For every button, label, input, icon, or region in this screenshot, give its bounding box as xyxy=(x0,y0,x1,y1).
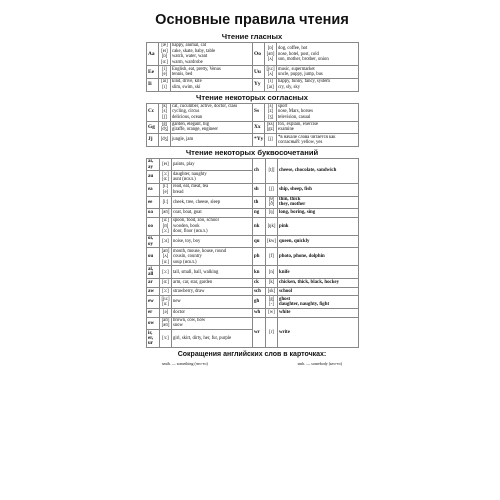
combination-cell: sch xyxy=(253,287,266,296)
combination-cell: ew xyxy=(147,296,160,309)
transcription-cell xyxy=(160,217,172,235)
examples-cell-line: delicious, ocean xyxy=(172,114,203,120)
transcription-cell-line: [ɒ] xyxy=(267,46,274,52)
examples-cell-line: cat, cucumber, active, doctor, class xyxy=(172,103,238,109)
section-heading-consonants: Чтение некоторых согласных xyxy=(196,92,308,102)
combination-cell: al, all xyxy=(147,266,160,279)
transcription-cell-line: [aɪ] xyxy=(267,84,274,90)
letter-cell: Uu xyxy=(253,66,265,79)
examples-cell xyxy=(278,266,359,279)
examples-cell xyxy=(278,248,359,266)
transcription-cell xyxy=(266,266,278,279)
examples-cell-line: daughter, naughty, fight xyxy=(279,302,330,308)
transcription-cell-line: [u:] xyxy=(162,302,169,308)
transcription-cell xyxy=(265,43,277,66)
examples-cell xyxy=(172,279,253,288)
transcription-cell-line: [θ] xyxy=(268,196,275,202)
examples-cell-line: cry, sly, sky xyxy=(278,84,301,90)
transcription-cell xyxy=(266,287,278,296)
letter-cell: Oo xyxy=(253,43,265,66)
transcription-cell-line: [j] xyxy=(268,137,273,143)
examples-cell xyxy=(172,158,253,171)
combination-cell: gh xyxy=(253,296,266,309)
transcription-cell xyxy=(160,317,172,330)
examples-cell xyxy=(172,287,253,296)
examples-cell-line: noise, toy, boy xyxy=(173,238,201,244)
examples-cell-line: doctor xyxy=(173,310,185,316)
examples-cell-line: watch, water, want xyxy=(172,54,208,60)
table-row xyxy=(147,66,359,79)
transcription-cell xyxy=(160,171,172,184)
examples-cell-line: nose, hotel, post, cold xyxy=(278,51,319,57)
vowels-table xyxy=(146,42,359,92)
examples-cell-line: long, boring, sing xyxy=(279,210,316,216)
examples-cell xyxy=(278,296,359,309)
examples-cell xyxy=(278,235,359,248)
table-row xyxy=(147,308,359,317)
transcription-cell xyxy=(266,235,278,248)
transcription-cell xyxy=(160,279,172,288)
letter-cell: Jj xyxy=(147,134,159,147)
examples-cell xyxy=(278,217,359,235)
examples-cell xyxy=(172,171,253,184)
examples-cell xyxy=(277,121,359,134)
examples-cell-line: queen, quickly xyxy=(279,238,310,244)
combination-cell: ch xyxy=(253,158,266,183)
combination-cell: wh xyxy=(253,308,266,317)
examples-cell-line: warm, wardrobe xyxy=(172,59,203,65)
transcription-cell xyxy=(159,79,171,92)
abbreviations-list xyxy=(146,360,358,367)
examples-cell xyxy=(172,296,253,309)
examples-cell-line: fox, explain, exercise xyxy=(278,121,319,127)
transcription-cell xyxy=(160,196,172,209)
transcription-cell xyxy=(265,121,277,134)
examples-cell-line: soup (искл.) xyxy=(173,259,197,265)
transcription-cell-line: [e] xyxy=(162,189,169,195)
examples-cell-line: cousin, country xyxy=(173,254,202,260)
combination-cell: ea xyxy=(147,183,160,196)
table-row xyxy=(147,317,359,330)
examples-cell xyxy=(172,266,253,279)
letter-cell: Ss xyxy=(253,103,265,121)
transcription-cell-line: [e] xyxy=(161,72,168,78)
examples-cell-line: white xyxy=(279,310,291,316)
transcription-cell-line: [ʌ] xyxy=(267,72,274,78)
table-row xyxy=(147,248,359,266)
examples-cell xyxy=(278,279,359,288)
table-row xyxy=(147,103,359,121)
transcription-cell-line: [əʊ] xyxy=(161,210,170,216)
letter-cell: *Yy xyxy=(253,134,265,147)
examples-cell xyxy=(172,308,253,317)
transcription-cell-line: [s] xyxy=(268,103,273,109)
transcription-cell-line: [i] xyxy=(162,66,167,72)
combination-cell: ai, ay xyxy=(147,158,160,171)
page-title: Основные правила чтения xyxy=(155,12,349,28)
table-row xyxy=(147,183,359,196)
examples-cell-line: happy, funny, fancy, system xyxy=(278,79,330,85)
examples-cell xyxy=(172,248,253,266)
examples-cell-line: kind, drive, kite xyxy=(172,79,202,85)
consonants-table xyxy=(146,103,359,147)
examples-cell-line: read, eat, meat, tea xyxy=(173,184,209,190)
transcription-cell xyxy=(265,79,277,92)
examples-cell-line: cycling, circus xyxy=(172,109,200,115)
examples-cell xyxy=(171,103,253,121)
abbreviations-heading: Сокращения английских слов в карточках: xyxy=(177,351,327,359)
examples-cell xyxy=(172,235,253,248)
transcription-cell xyxy=(160,235,172,248)
examples-cell xyxy=(172,317,253,330)
transcription-cell xyxy=(159,121,171,134)
examples-cell-line: son, mother, brother, onion xyxy=(278,56,329,62)
transcription-cell-line: [ɔ:] xyxy=(162,269,169,275)
examples-cell-line: cheese, chocolate, sandwich xyxy=(279,168,337,174)
examples-cell xyxy=(171,121,253,134)
transcription-cell-line: [i] xyxy=(268,79,273,85)
combination-cell: ou xyxy=(147,248,160,266)
examples-cell-line: photo, phone, dolphin xyxy=(279,254,325,260)
transcription-cell xyxy=(266,183,278,196)
transcription-cell-line: [ə] xyxy=(162,310,169,316)
examples-cell-line: girl, skirt, dirty, her, fur, purple xyxy=(173,336,232,342)
letter-cell: Aa xyxy=(147,43,159,66)
transcription-cell-line: [kw] xyxy=(267,238,276,244)
transcription-cell-line: [g] xyxy=(268,296,275,302)
examples-cell-line: uncle, puppy, jump, bus xyxy=(278,72,323,78)
transcription-cell-line: [eɪ] xyxy=(161,48,168,54)
transcription-cell-line: [ɪ] xyxy=(162,84,167,90)
examples-cell-line: pink xyxy=(279,223,289,229)
transcription-cell xyxy=(160,266,172,279)
combination-cell: kn xyxy=(253,266,266,279)
examples-cell xyxy=(172,330,253,348)
examples-cell xyxy=(171,79,253,92)
transcription-cell-line: [ʃ] xyxy=(269,187,274,193)
examples-cell xyxy=(172,196,253,209)
combination-cell: sh xyxy=(253,183,266,196)
transcription-cell-line: [f] xyxy=(269,254,274,260)
combination-cell: ee xyxy=(147,196,160,209)
examples-cell-line: daughter, naughty xyxy=(173,171,207,177)
table-row xyxy=(147,217,359,235)
reading-rules-sheet xyxy=(146,10,358,494)
examples-cell xyxy=(277,66,359,79)
examples-cell xyxy=(277,43,359,66)
transcription-cell-line: [ŋk] xyxy=(267,223,276,229)
examples-cell-line: spoon, food, zoo, school xyxy=(173,218,219,224)
examples-cell xyxy=(277,134,359,147)
transcription-cell-line: [n] xyxy=(268,269,275,275)
examples-cell xyxy=(278,183,359,196)
transcription-cell-line: [sk] xyxy=(267,288,276,294)
letter-cell: Ii xyxy=(147,79,159,92)
transcription-cell xyxy=(266,158,278,183)
transcription-cell-line: [əʊ] xyxy=(266,51,275,57)
transcription-cell-line: [r] xyxy=(269,329,274,335)
examples-cell xyxy=(278,196,359,209)
examples-cell-line: examine xyxy=(278,127,294,133)
transcription-cell-line: [u:] xyxy=(162,259,169,265)
transcription-cell-line: [i:] xyxy=(162,184,169,190)
transcription-cell xyxy=(160,287,172,296)
examples-cell-line: strawberry, draw xyxy=(173,288,205,294)
examples-cell-line: mouth, mouse, house, round xyxy=(173,248,227,254)
examples-cell-line: brown, cow, how xyxy=(173,318,206,324)
table-row xyxy=(147,279,359,288)
transcription-cell-line: [aʊ] xyxy=(161,248,170,254)
examples-cell-line: slim, swim, ski xyxy=(172,84,201,90)
letter-cell: Xx xyxy=(253,121,265,134)
section-heading-vowels: Чтение гласных xyxy=(221,32,283,41)
examples-cell-line: snow xyxy=(173,323,183,329)
table-row xyxy=(147,209,359,218)
transcription-cell xyxy=(265,66,277,79)
letter-cell: Yy xyxy=(253,79,265,92)
transcription-cell xyxy=(160,183,172,196)
table-row xyxy=(147,134,359,147)
combination-cell: ar xyxy=(147,279,160,288)
examples-cell-line: chicken, thick, black, hockey xyxy=(279,280,340,286)
examples-cell xyxy=(277,103,359,121)
transcription-cell-line: [ɔ:] xyxy=(162,229,169,235)
table-row xyxy=(147,266,359,279)
table-row xyxy=(147,235,359,248)
examples-cell-line: paints, play xyxy=(173,161,195,167)
examples-cell xyxy=(171,134,253,147)
transcription-cell xyxy=(266,317,278,348)
table-row xyxy=(147,296,359,309)
examples-cell xyxy=(278,158,359,183)
examples-cell xyxy=(172,183,253,196)
transcription-cell xyxy=(160,209,172,218)
transcription-cell xyxy=(159,66,171,79)
examples-cell-line: ship, sheep, fish xyxy=(279,187,312,193)
transcription-cell-line: [ð] xyxy=(268,202,275,208)
transcription-cell-line: [dʒ] xyxy=(160,137,169,143)
transcription-cell xyxy=(266,209,278,218)
transcription-cell xyxy=(266,296,278,309)
examples-cell-line: tennis, bed xyxy=(172,72,193,78)
examples-cell-line: ghost xyxy=(279,296,291,302)
examples-cell xyxy=(171,43,253,66)
combinations-table xyxy=(146,158,359,348)
transcription-cell xyxy=(159,134,171,147)
transcription-cell-line: [ɔ:] xyxy=(162,171,169,177)
transcription-cell xyxy=(160,158,172,171)
transcription-cell xyxy=(265,103,277,121)
transcription-cell xyxy=(266,279,278,288)
transcription-cell-line: [ʒ] xyxy=(267,114,274,120)
examples-cell-line: nose, Mars, horses xyxy=(278,109,313,115)
examples-cell-line: garden, elegant, big xyxy=(172,121,209,127)
examples-cell xyxy=(278,317,359,348)
examples-cell-line: school xyxy=(279,288,293,294)
transcription-cell-line: [gz] xyxy=(266,127,275,133)
table-row xyxy=(147,287,359,296)
combination-cell: wr xyxy=(253,317,266,348)
examples-cell-line: they, mother xyxy=(279,202,306,208)
transcription-cell-line: [ɑ:] xyxy=(162,177,169,183)
transcription-cell xyxy=(265,134,277,147)
letter-cell: Cc xyxy=(147,103,159,121)
transcription-cell-line: [ɒ] xyxy=(161,54,168,60)
examples-cell-line: arm, car, star, garden xyxy=(173,280,213,286)
transcription-cell xyxy=(160,248,172,266)
letter-cell: Gg xyxy=(147,121,159,134)
transcription-cell xyxy=(266,308,278,317)
combination-cell: qu xyxy=(253,235,266,248)
examples-cell-line: dog, coffee, hot xyxy=(278,46,308,52)
examples-cell-line: *в начале слова читается как согласный: yellow, yes xyxy=(278,134,336,145)
transcription-cell xyxy=(266,196,278,209)
transcription-cell-line: [ju:] xyxy=(161,296,170,302)
transcription-cell-line: [ʃ] xyxy=(162,114,167,120)
transcription-cell-line: [aʊ] xyxy=(161,318,170,324)
examples-cell-line: tall, small, ball, walking xyxy=(173,269,219,275)
examples-cell-line: giraffe, orange, engineer xyxy=(172,127,218,133)
examples-cell-line: English, eat, pretty, Venus xyxy=(172,66,221,72)
transcription-cell-line: [k] xyxy=(268,280,275,286)
examples-cell-line: aunt (искл.) xyxy=(173,177,196,183)
combination-cell: ph xyxy=(253,248,266,266)
section-heading-combinations: Чтение некоторых буквосочетаний xyxy=(185,147,319,157)
combination-cell: au xyxy=(147,171,160,184)
transcription-cell-line: [ʌ] xyxy=(267,56,274,62)
transcription-cell-line: [w] xyxy=(268,310,275,316)
table-row xyxy=(147,196,359,209)
transcription-cell-line: [k] xyxy=(161,103,168,109)
examples-cell-line: bread xyxy=(173,189,184,195)
combination-cell: oo xyxy=(147,217,160,235)
transcription-cell-line: [ʊ] xyxy=(162,223,169,229)
transcription-cell xyxy=(266,217,278,235)
combination-cell: aw xyxy=(147,287,160,296)
combination-cell: th xyxy=(253,196,266,209)
abbreviation-smb: smb. — somebody (кто-то) xyxy=(297,361,342,367)
transcription-cell-line: [ɜ:] xyxy=(162,336,169,342)
table-row xyxy=(147,158,359,171)
examples-cell-line: knife xyxy=(279,269,290,275)
combination-cell: ck xyxy=(253,279,266,288)
examples-cell-line: sport xyxy=(278,103,288,109)
examples-cell-line: music, supermarket xyxy=(278,66,315,72)
transcription-cell-line: [dʒ] xyxy=(160,127,169,133)
examples-cell-line: door, floor (искл.) xyxy=(173,229,208,235)
letter-cell: Ee xyxy=(147,66,159,79)
combination-cell: ng xyxy=(253,209,266,218)
transcription-cell xyxy=(266,248,278,266)
transcription-cell-line: [ɑ:] xyxy=(162,280,169,286)
examples-cell-line: write xyxy=(279,329,290,335)
combination-cell: nk xyxy=(253,217,266,235)
combination-cell: oi, oy xyxy=(147,235,160,248)
examples-cell-line: happy, animal, cat xyxy=(172,43,207,49)
table-row xyxy=(147,79,359,92)
examples-cell xyxy=(278,308,359,317)
examples-cell xyxy=(278,209,359,218)
transcription-cell xyxy=(160,308,172,317)
transcription-cell-line: [aɪ] xyxy=(161,79,168,85)
transcription-cell-line: [əʊ] xyxy=(161,323,170,329)
transcription-cell-line: [tʃ] xyxy=(268,168,275,174)
transcription-cell-line: [g] xyxy=(161,121,168,127)
examples-cell-line: jungle, jam xyxy=(172,137,194,143)
transcription-cell-line: [ŋ] xyxy=(268,210,275,216)
examples-cell xyxy=(172,217,253,235)
examples-cell-line: cheek, tree, cheese, sleep xyxy=(173,199,221,205)
examples-cell xyxy=(278,287,359,296)
examples-cell-line: coat, boat, goat xyxy=(173,210,202,216)
transcription-cell xyxy=(159,43,171,66)
transcription-cell-line: [ju:] xyxy=(266,66,275,72)
transcription-cell-line: [i:] xyxy=(162,199,169,205)
examples-cell-line: cake, skate, baby, table xyxy=(172,48,216,54)
combination-cell: ow xyxy=(147,317,160,330)
transcription-cell-line: [ɑ:] xyxy=(161,59,168,65)
transcription-cell-line: [-] xyxy=(269,302,274,308)
examples-cell-line: wooden, book xyxy=(173,223,200,229)
combination-cell: ir, er, ur xyxy=(147,330,160,348)
table-row xyxy=(147,121,359,134)
transcription-cell-line: [ɔ:] xyxy=(162,288,169,294)
transcription-cell-line: [u:] xyxy=(162,218,169,224)
transcription-cell-line: [ʌ] xyxy=(162,254,169,260)
transcription-cell xyxy=(160,330,172,348)
abbreviation-smth: smth. — something (что-то) xyxy=(162,361,208,367)
transcription-cell-line: [s] xyxy=(162,109,167,115)
table-row xyxy=(147,43,359,66)
examples-cell xyxy=(277,79,359,92)
examples-cell xyxy=(171,66,253,79)
examples-cell-line: television, casual xyxy=(278,114,311,120)
examples-cell-line: new xyxy=(173,299,181,305)
transcription-cell xyxy=(160,296,172,309)
transcription-cell-line: [ɔɪ] xyxy=(162,238,169,244)
combination-cell: er xyxy=(147,308,160,317)
transcription-cell xyxy=(159,103,171,121)
examples-cell xyxy=(172,209,253,218)
transcription-cell-line: [eɪ] xyxy=(162,161,169,167)
transcription-cell-line: [z] xyxy=(267,109,274,115)
transcription-cell-line: [ks] xyxy=(266,121,275,127)
transcription-cell-line: [æ] xyxy=(161,43,168,49)
examples-cell-line: thin, thick xyxy=(279,196,301,202)
combination-cell: oa xyxy=(147,209,160,218)
